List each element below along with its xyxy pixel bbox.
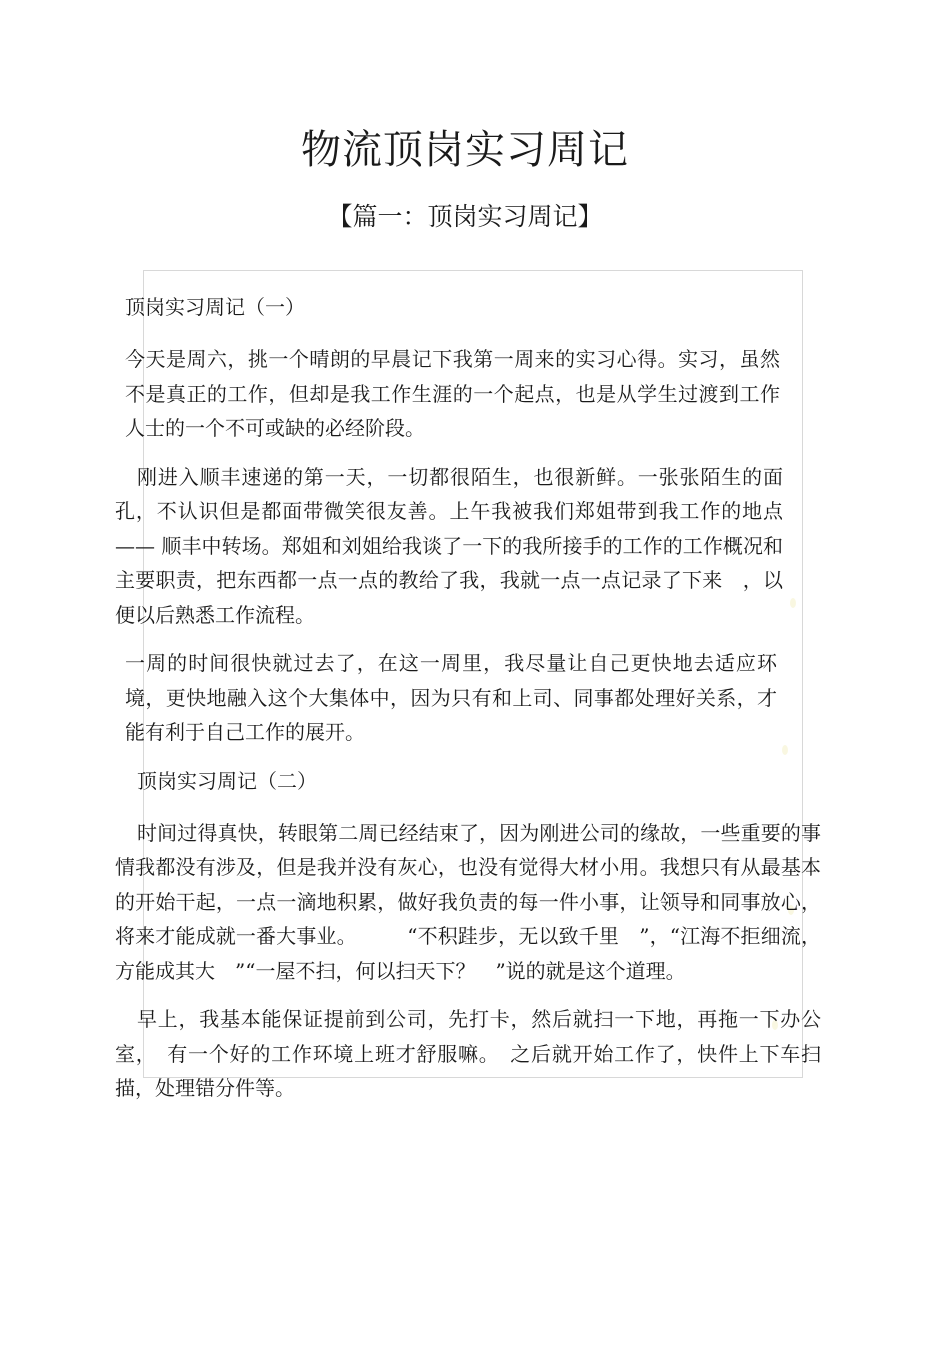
paragraph: 今天是周六，挑一个晴朗的早晨记下我第一周来的实习心得。实习，虽然不是真正的工作，但却是我工作生涯的一个起点，也是从学生过渡到工作人士的一个不可或缺的必经阶段。	[125, 347, 780, 440]
paragraph: 时间过得真快，转眼第二周已经结束了，因为刚进公司的缘故，一些重要的事情我都没有涉及，但是我并没有灰心，也没有觉得大材小用。我想只有从最基本的开始干起，一点一滴地积累，做好我负责的每一件小事，让领导和同事放心，将来才能成就一番大事业。 “不积跬步，无以致千里 ”，“江海不拒细流，方能成其大 ”“一屋不扫，何以扫天下？ ”说的就是这个道理。	[115, 820, 821, 983]
document-subtitle: 【篇一：顶岗实习周记】	[327, 202, 603, 231]
section-heading-week-2: 顶岗实习周记（二）	[137, 768, 317, 793]
document-title: 物流顶岗实习周记	[301, 127, 629, 173]
paragraph: 早上，我基本能保证提前到公司，先打卡，然后就扫一下地，再拖一下办公室， 有一个好的工作环境上班才舒服嘛。 之后就开始工作了，快件上下车扫描，处理错分件等。	[115, 1007, 821, 1100]
section-heading-week-1: 顶岗实习周记（一）	[125, 295, 305, 319]
paragraph: 一周的时间很快就过去了，在这一周里，我尽量让自己更快地去适应环境，更快地融入这个大集体中，因为只有和上司、同事都处理好关系，才能有利于自己工作的展开。	[125, 651, 777, 744]
paragraph: 刚进入顺丰速递的第一天，一切都很陌生，也很新鲜。一张张陌生的面孔，不认识但是都面带微笑很友善。上午我被我们郑姐带到我工作的地点 —— 顺丰中转场。郑姐和刘姐给我谈了一下的我所接手的工作的工作概况和主要职责，把东西都一点一点的教给了我，我就一点一点记录了下来 ，以便以后熟悉工作流程。	[115, 464, 783, 627]
document-body	[115, 290, 827, 1120]
